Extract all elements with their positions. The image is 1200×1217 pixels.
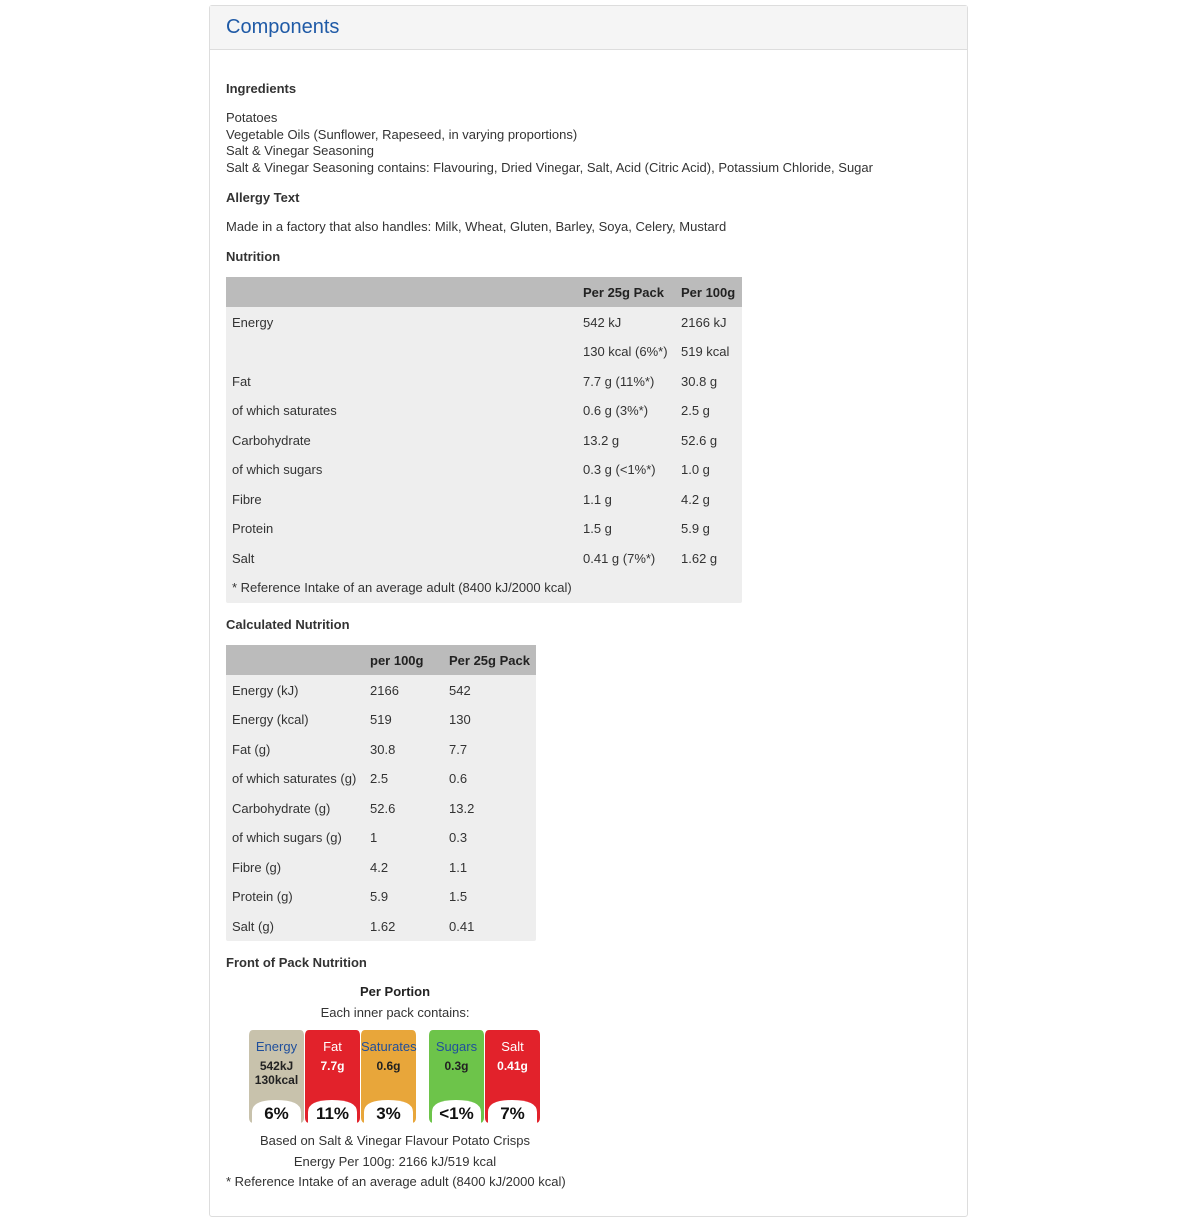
nutrition-cell: 1.1 g xyxy=(583,492,612,507)
nutrition-col-header: Per 100g xyxy=(681,285,736,300)
calculated-cell: 2.5 xyxy=(370,771,389,786)
based-on-text: Based on Salt & Vinegar Flavour Potato Crisps xyxy=(259,1133,531,1148)
calculated-cell: 1.1 xyxy=(449,860,468,875)
energy-per-100g-text: Energy Per 100g: 2166 kJ/519 kcal xyxy=(293,1154,497,1169)
nutrition-cell: 5.9 g xyxy=(681,521,710,536)
nutrition-cell: 0.6 g (3%*) xyxy=(583,403,649,418)
gda-label: Saturates xyxy=(361,1039,417,1054)
gda-value-line: 542kJ xyxy=(259,1059,294,1073)
allergy-text: Made in a factory that also handles: Milk, Wheat, Gluten, Barley, Soya, Celery, Mustard xyxy=(226,219,727,234)
allergy-heading: Allergy Text xyxy=(226,190,300,205)
gda-value-line: 0.3g xyxy=(444,1059,469,1073)
front-of-pack-heading: Front of Pack Nutrition xyxy=(226,955,367,970)
nutrition-cell: 1.5 g xyxy=(583,521,612,536)
calculated-col-header: per 100g xyxy=(370,653,424,668)
calculated-cell: Fat (g) xyxy=(232,742,271,757)
calculated-cell: of which sugars (g) xyxy=(232,830,342,845)
nutrition-cell: Carbohydrate xyxy=(232,433,311,448)
nutrition-cell: Fibre xyxy=(232,492,262,507)
gda-label: Salt xyxy=(501,1039,524,1054)
gda-fat xyxy=(305,1030,360,1123)
gda-value-line: 0.6g xyxy=(376,1059,401,1073)
calculated-cell: Energy (kcal) xyxy=(232,712,309,727)
calculated-cell: Carbohydrate (g) xyxy=(232,801,331,816)
nutrition-cell: of which saturates xyxy=(232,403,337,418)
nutrition-cell: 7.7 g (11%*) xyxy=(583,374,655,389)
calculated-cell: 5.9 xyxy=(370,889,389,904)
nutrition-table xyxy=(226,277,742,603)
nutrition-cell: 0.3 g (<1%*) xyxy=(583,462,656,477)
calculated-heading: Calculated Nutrition xyxy=(226,617,350,632)
nutrition-cell: Salt xyxy=(232,551,255,566)
calculated-cell: 7.7 xyxy=(449,742,468,757)
gda-value xyxy=(361,1059,416,1073)
nutrition-cell: 13.2 g xyxy=(583,433,620,448)
gda-label: Fat xyxy=(323,1039,342,1054)
ingredient-line: Salt & Vinegar Seasoning contains: Flavouring, Dried Vinegar, Salt, Acid (Citric Acid), Potassium Chloride, Sugar xyxy=(226,159,873,175)
gda-value xyxy=(249,1059,304,1087)
nutrition-table-header xyxy=(226,277,742,307)
gda-percent: 11% xyxy=(315,1104,350,1123)
calculated-cell: 0.41 xyxy=(449,919,475,934)
gda-value xyxy=(305,1059,360,1073)
nutrition-cell: of which sugars xyxy=(232,462,323,477)
calculated-cell: Energy (kJ) xyxy=(232,683,299,698)
calculated-table xyxy=(226,645,536,941)
calculated-cell: Protein (g) xyxy=(232,889,293,904)
nutrition-cell: 1.0 g xyxy=(681,462,710,477)
nutrition-cell: 0.41 g (7%*) xyxy=(583,551,656,566)
calculated-cell: 542 xyxy=(449,683,471,698)
calculated-cell: 13.2 xyxy=(449,801,475,816)
front-of-pack-footnote: * Reference Intake of an average adult (8400 kJ/2000 kcal) xyxy=(226,1174,566,1189)
panel-title: Components xyxy=(226,16,340,38)
gda-percent: 3% xyxy=(376,1104,401,1123)
calculated-cell: 1.5 xyxy=(449,889,468,904)
nutrition-cell: Fat xyxy=(232,374,251,389)
gda-salt xyxy=(485,1030,540,1123)
nutrition-heading: Nutrition xyxy=(226,249,281,264)
per-portion-title: Per Portion xyxy=(359,984,431,999)
gda-label: Sugars xyxy=(435,1039,478,1054)
nutrition-cell: Energy xyxy=(232,315,274,330)
nutrition-cell: 130 kcal (6%*) xyxy=(583,344,668,359)
nutrition-cell: 519 kcal xyxy=(681,344,730,359)
ingredient-line: Vegetable Oils (Sunflower, Rapeseed, in varying proportions) xyxy=(226,126,578,142)
nutrition-cell: 1.62 g xyxy=(681,551,718,566)
gda-value-line: 7.7g xyxy=(320,1059,345,1073)
nutrition-cell: 52.6 g xyxy=(681,433,718,448)
nutrition-cell: 30.8 g xyxy=(681,374,718,389)
calculated-cell: 130 xyxy=(449,712,471,727)
gda-percent: <1% xyxy=(439,1104,474,1123)
calculated-cell: 2166 xyxy=(370,683,399,698)
calculated-cell: 1 xyxy=(370,830,378,845)
gda-value-line: 0.41g xyxy=(497,1059,528,1073)
gda-percent: 6% xyxy=(264,1104,289,1123)
gda-value-line: 130kcal xyxy=(254,1073,299,1087)
ingredients-list xyxy=(226,110,873,176)
ingredients-heading: Ingredients xyxy=(226,81,297,96)
nutrition-cell: 2.5 g xyxy=(681,403,710,418)
calculated-cell: 30.8 xyxy=(370,742,396,757)
calculated-cell: of which saturates (g) xyxy=(232,771,357,786)
calculated-cell: Fibre (g) xyxy=(232,860,282,875)
calculated-cell: 4.2 xyxy=(370,860,389,875)
gda-value xyxy=(429,1059,484,1073)
gda-energy xyxy=(249,1030,304,1123)
gda-saturates xyxy=(361,1030,416,1123)
calculated-col-header: Per 25g Pack xyxy=(449,653,530,668)
calculated-cell: 0.6 xyxy=(449,771,468,786)
inner-pack-contains: Each inner pack contains: xyxy=(320,1005,470,1020)
gda-sugars xyxy=(429,1030,484,1123)
nutrition-cell: 542 kJ xyxy=(583,315,622,330)
nutrition-footnote: * Reference Intake of an average adult (8400 kJ/2000 kcal) xyxy=(232,580,572,595)
nutrition-cell: 2166 kJ xyxy=(681,315,727,330)
calculated-cell: 0.3 xyxy=(449,830,468,845)
ingredient-line: Salt & Vinegar Seasoning xyxy=(226,143,374,158)
calculated-cell: 52.6 xyxy=(370,801,396,816)
calculated-cell: Salt (g) xyxy=(232,919,274,934)
nutrition-cell: 4.2 g xyxy=(681,492,710,507)
nutrition-col-header: Per 25g Pack xyxy=(583,285,664,300)
gda-value xyxy=(485,1059,540,1073)
gda-percent: 7% xyxy=(500,1104,525,1123)
calculated-cell: 1.62 xyxy=(370,919,396,934)
gda-label: Energy xyxy=(255,1039,298,1054)
calculated-cell: 519 xyxy=(370,712,392,727)
nutrition-cell: Protein xyxy=(232,521,274,536)
panel-heading xyxy=(210,6,967,50)
ingredient-line: Potatoes xyxy=(226,110,278,125)
